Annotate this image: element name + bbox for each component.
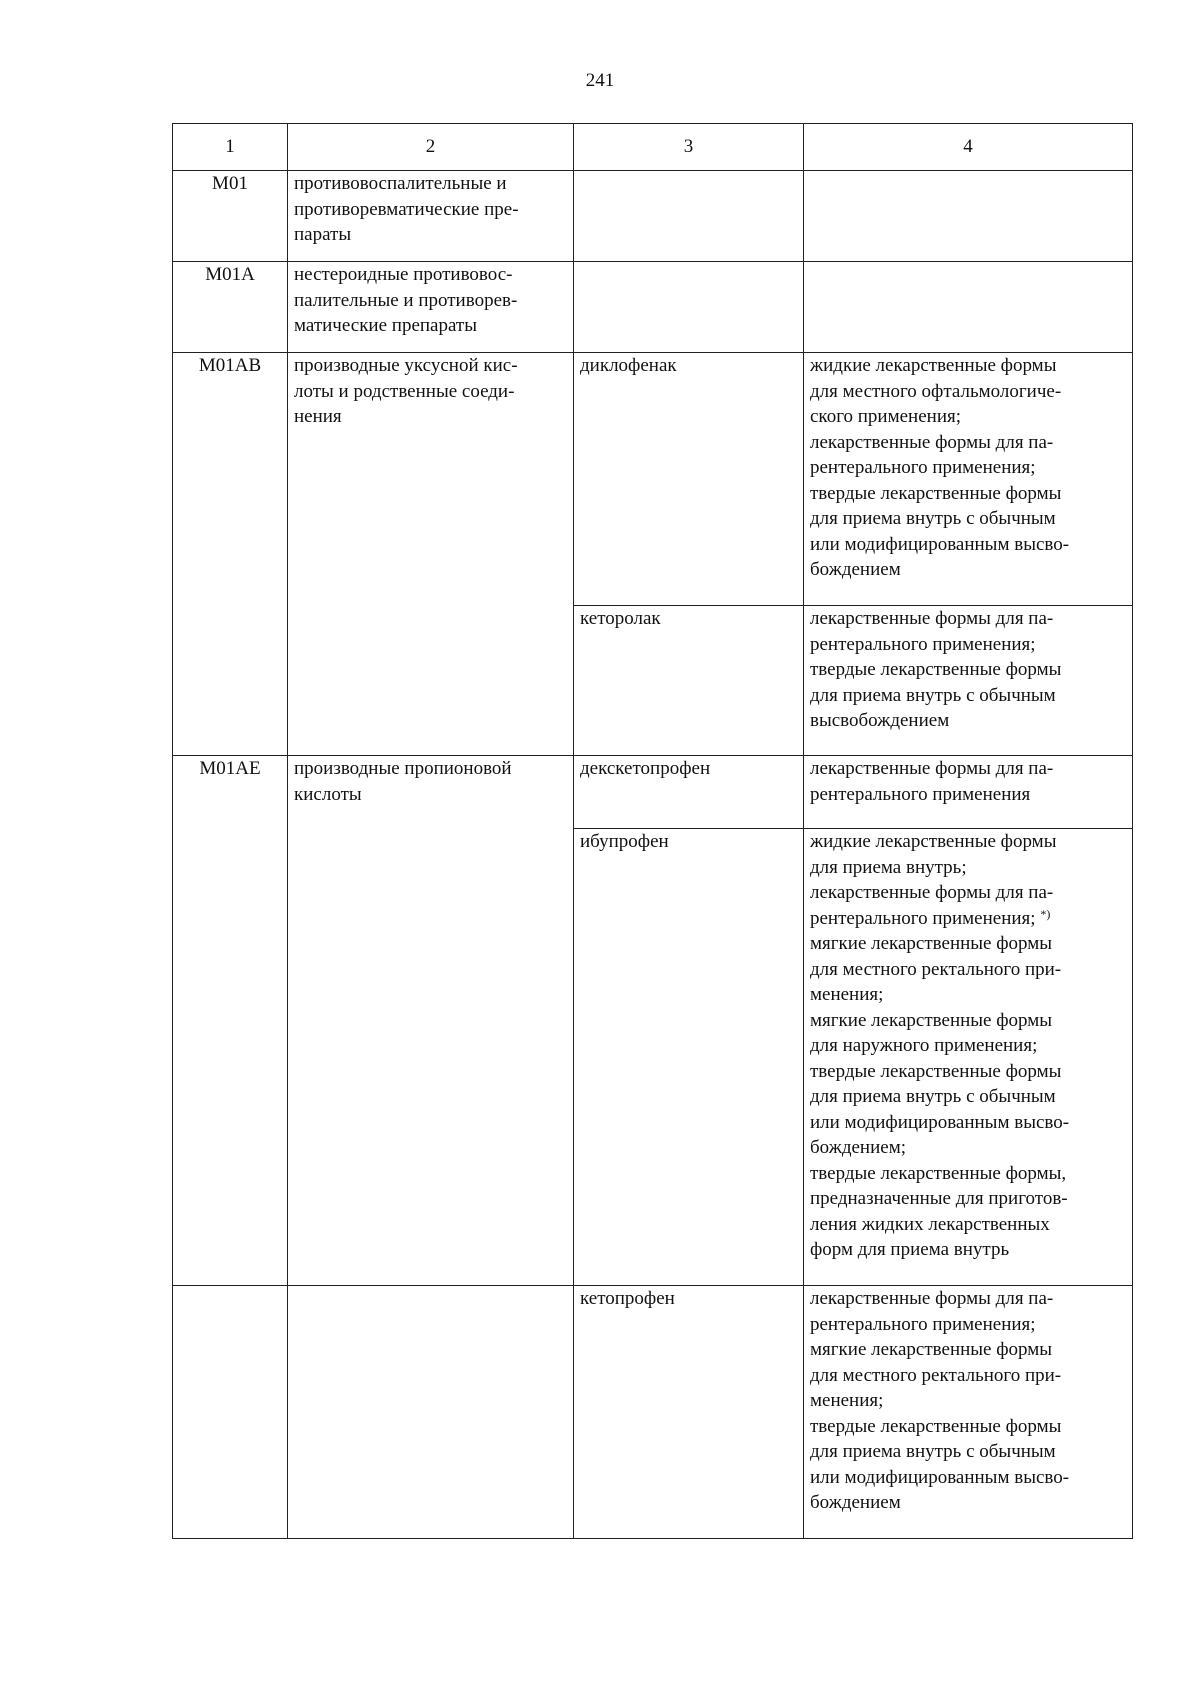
group-name-cell	[288, 756, 574, 1286]
text-line: бождением	[810, 559, 901, 580]
text-line: для местного ректального при-	[810, 958, 1062, 980]
text-line: мягкие лекарственные формы	[810, 1339, 1053, 1360]
text-line: мягкие лекарственные формы	[810, 933, 1053, 954]
text-line: лекарственные формы для па-	[810, 1288, 1054, 1309]
group-name-cell	[288, 171, 574, 262]
footnote-marker: *)	[1040, 906, 1051, 921]
text-line: лекарственные формы для па-	[810, 882, 1054, 903]
table-row	[173, 756, 1133, 829]
text-line: противоревматические пре-	[294, 198, 519, 220]
drug-name-cell	[574, 262, 804, 353]
text-line: для приема внутрь с обычным	[810, 1086, 1056, 1107]
text-line: твердые лекарственные формы,	[810, 1162, 1067, 1184]
dosage-forms-cell	[804, 606, 1133, 756]
table-row	[173, 353, 1133, 606]
text-line: или модифицированным высво-	[810, 533, 1070, 555]
text-line: или модифицированным высво-	[810, 1111, 1070, 1133]
text-line: рентерального применения;	[810, 633, 1036, 655]
text-line: ления жидких лекарственных	[810, 1213, 1050, 1235]
text-line: для местного ректального при-	[810, 1364, 1062, 1386]
drug-name-cell: ибупрофен	[574, 829, 804, 1286]
header-cell: 2	[288, 124, 574, 171]
table-row	[173, 171, 1133, 262]
table-row	[173, 1286, 1133, 1539]
text-line: рентерального применения	[810, 783, 1031, 805]
text-line: для приема внутрь;	[810, 856, 967, 878]
text-line: для приема внутрь с обычным	[810, 1441, 1056, 1462]
text-line: рентерального применения;	[810, 457, 1036, 478]
dosage-forms-cell	[804, 1286, 1133, 1539]
atc-code-cell: M01AB	[173, 353, 288, 756]
text-line: мягкие лекарственные формы	[810, 1009, 1053, 1031]
text-line: нения	[294, 406, 342, 427]
text-line: матические препараты	[294, 315, 477, 336]
text-line: параты	[294, 224, 352, 245]
drug-name-cell: кетопрофен	[574, 1286, 804, 1539]
text-line: палительные и противорев-	[294, 289, 518, 311]
group-name-cell	[288, 1286, 574, 1539]
group-name-cell	[288, 353, 574, 756]
text-line: кислоты	[294, 783, 362, 805]
header-cell: 1	[173, 124, 288, 171]
text-line: для наружного применения;	[810, 1035, 1038, 1056]
text-line: бождением	[810, 1492, 901, 1513]
text-line: лекарственные формы для па-	[810, 431, 1054, 453]
page-number: 241	[585, 70, 615, 91]
dosage-forms-cell	[804, 353, 1133, 606]
text-line: форм для приема внутрь	[810, 1239, 1010, 1260]
drug-name-cell	[574, 171, 804, 262]
text-line: рентерального применения;	[810, 1313, 1036, 1335]
atc-code-cell	[173, 1286, 288, 1539]
drug-name-cell: диклофенак	[574, 353, 804, 606]
text-line: нестероидные противовос-	[294, 264, 513, 285]
dosage-forms-cell	[804, 829, 1133, 1286]
drug-name-cell: кеторолак	[574, 606, 804, 756]
atc-code-cell: M01A	[173, 262, 288, 353]
text-line: бождением;	[810, 1137, 906, 1158]
table-row	[173, 262, 1133, 353]
text-fragment: рентерального применения;	[810, 907, 1036, 929]
text-line: для приема внутрь с обычным	[810, 508, 1056, 529]
dosage-forms-cell	[804, 171, 1133, 262]
text-line	[810, 906, 1126, 932]
text-line: предназначенные для приготов-	[810, 1188, 1068, 1209]
text-line: лекарственные формы для па-	[810, 758, 1054, 779]
text-line: твердые лекарственные формы	[810, 659, 1062, 680]
table-header-row	[173, 124, 1133, 171]
text-line: жидкие лекарственные формы	[810, 831, 1057, 852]
atc-code-cell: M01AE	[173, 756, 288, 1286]
text-line: высвобождением	[810, 710, 950, 731]
text-line: менения;	[810, 984, 884, 1005]
drug-name-cell: декскетопрофен	[574, 756, 804, 829]
atc-code-cell: M01	[173, 171, 288, 262]
text-line: менения;	[810, 1390, 884, 1411]
text-line: для приема внутрь с обычным	[810, 684, 1056, 706]
text-line: твердые лекарственные формы	[810, 1060, 1062, 1082]
text-line: или модифицированным высво-	[810, 1466, 1070, 1488]
text-line: ского применения;	[810, 406, 962, 427]
group-name-cell	[288, 262, 574, 353]
dosage-forms-cell	[804, 756, 1133, 829]
header-cell: 3	[574, 124, 804, 171]
text-line: жидкие лекарственные формы	[810, 355, 1057, 376]
text-line: твердые лекарственные формы	[810, 482, 1062, 504]
dosage-forms-cell	[804, 262, 1133, 353]
text-line: противовоспалительные и	[294, 173, 507, 194]
text-line: производные уксусной кис-	[294, 355, 518, 376]
drug-table	[172, 123, 1133, 1539]
text-line: производные пропионовой	[294, 758, 512, 779]
text-line: лекарственные формы для па-	[810, 608, 1054, 629]
text-line: для местного офтальмологиче-	[810, 380, 1062, 402]
text-line: твердые лекарственные формы	[810, 1415, 1062, 1437]
header-cell: 4	[804, 124, 1133, 171]
text-line: лоты и родственные соеди-	[294, 380, 515, 402]
